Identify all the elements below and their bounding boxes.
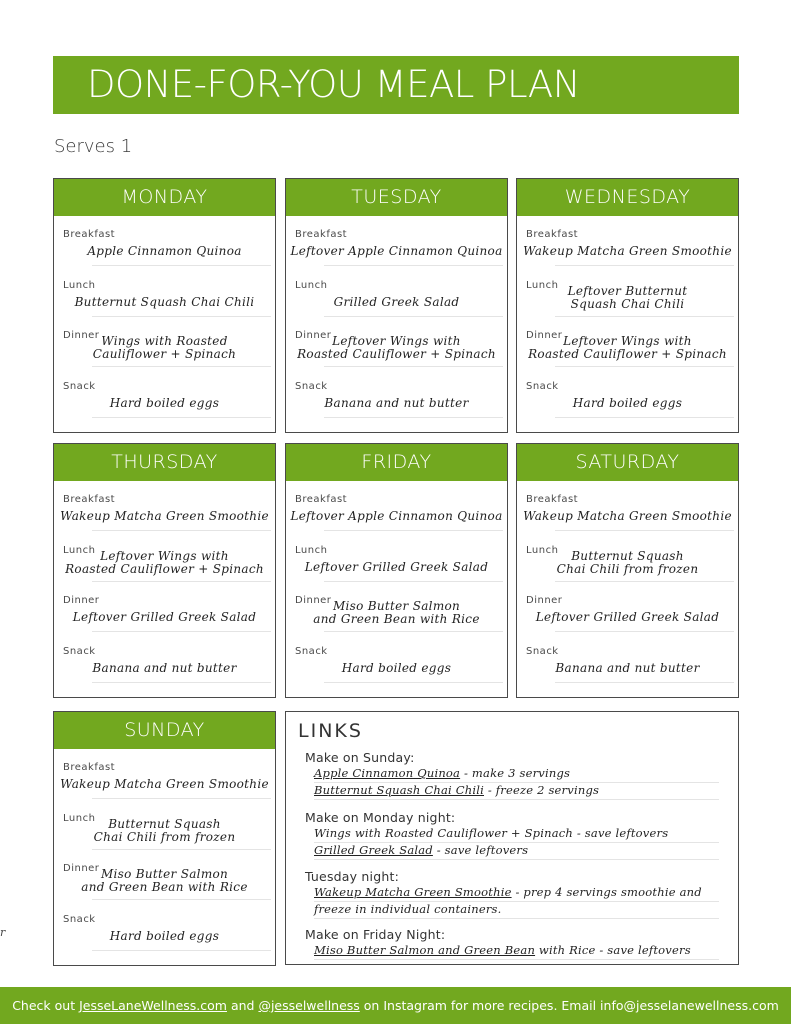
meal-label-snack: Snack xyxy=(526,381,559,392)
meal-text-snack: Hard boiled eggs xyxy=(109,929,220,943)
meal-text-lunch: Butternut Squash xyxy=(571,549,684,563)
meal-label-lunch: Lunch xyxy=(526,280,559,291)
links-line xyxy=(314,826,719,843)
meal-text-breakfast: Wakeup Matcha Green Smoothie xyxy=(523,244,732,258)
meal-label-lunch: Lunch xyxy=(63,545,96,556)
day-card-monday xyxy=(53,178,276,433)
meal-text-breakfast: Wakeup Matcha Green Smoothie xyxy=(60,777,269,791)
meal-row-breakfast xyxy=(54,229,275,281)
meal-text-lunch: Leftover Grilled Greek Salad xyxy=(304,560,489,574)
meal-text-dinner: Cauliflower + Spinach xyxy=(92,347,237,361)
meal-text-snack: Hard boiled eggs xyxy=(341,661,452,675)
meal-row-lunch xyxy=(54,280,275,332)
meal-text-breakfast: Apple Cinnamon Quinoa xyxy=(87,244,242,258)
meal-row-dinner xyxy=(517,595,738,647)
meal-divider xyxy=(92,530,271,531)
links-line xyxy=(314,843,719,860)
meal-label-dinner: Dinner xyxy=(526,330,563,341)
day-card-saturday xyxy=(516,443,739,698)
meal-label-lunch: Lunch xyxy=(63,813,96,824)
meal-text-lunch: Chai Chili from frozen xyxy=(556,562,699,576)
meal-divider xyxy=(324,631,503,632)
meal-row-lunch xyxy=(286,545,507,597)
meal-divider xyxy=(555,530,734,531)
meal-divider xyxy=(324,530,503,531)
meal-label-snack: Snack xyxy=(63,646,96,657)
meal-row-breakfast xyxy=(286,229,507,281)
day-header: TUESDAY xyxy=(286,179,507,216)
meal-label-breakfast: Breakfast xyxy=(63,229,116,240)
links-section-label: Tuesday night: xyxy=(305,869,399,884)
meal-row-snack xyxy=(54,914,275,966)
meal-text-snack: Banana and nut butter xyxy=(555,661,700,675)
meal-divider xyxy=(92,682,271,683)
meal-text-dinner: and Green Bean with Rice xyxy=(81,880,248,894)
recipe-link[interactable]: Wakeup Matcha Green Smoothie xyxy=(314,885,512,899)
links-line xyxy=(314,766,719,783)
meal-label-breakfast: Breakfast xyxy=(295,494,348,505)
meal-row-snack xyxy=(517,381,738,433)
meal-divider xyxy=(324,417,503,418)
meal-divider xyxy=(92,366,271,367)
meal-row-breakfast xyxy=(517,494,738,546)
meal-row-breakfast xyxy=(54,762,275,814)
meal-row-dinner xyxy=(286,595,507,647)
meal-text-dinner: Miso Butter Salmon xyxy=(100,867,229,881)
meal-row-breakfast xyxy=(54,494,275,546)
meal-text-snack: Hard boiled eggs xyxy=(572,396,683,410)
meal-row-snack xyxy=(517,646,738,698)
meal-label-snack: Snack xyxy=(526,646,559,657)
day-card-thursday xyxy=(53,443,276,698)
links-line-text: - save leftovers xyxy=(432,843,529,857)
links-line-text: with Rice - save leftovers xyxy=(535,943,691,957)
meal-row-dinner xyxy=(517,330,738,382)
links-section-label: Make on Sunday: xyxy=(305,750,415,765)
meal-label-dinner: Dinner xyxy=(63,330,100,341)
links-section-label: Make on Monday night: xyxy=(305,810,456,825)
meal-divider xyxy=(555,631,734,632)
meal-row-breakfast xyxy=(286,494,507,546)
day-header: SATURDAY xyxy=(517,444,738,481)
meal-label-dinner: Dinner xyxy=(295,595,332,606)
links-line-text: - make 3 servings xyxy=(460,766,571,780)
meal-text-breakfast: Wakeup Matcha Green Smoothie xyxy=(523,509,732,523)
meal-text-lunch: Leftover Butternut xyxy=(567,284,688,298)
meal-label-dinner: Dinner xyxy=(526,595,563,606)
meal-text-lunch: Roasted Cauliflower + Spinach xyxy=(65,562,264,576)
meal-divider xyxy=(92,899,271,900)
meal-text-dinner: Roasted Cauliflower + Spinach xyxy=(528,347,727,361)
recipe-link[interactable]: Apple Cinnamon Quinoa xyxy=(314,766,461,780)
footer xyxy=(0,987,791,1024)
day-card-tuesday xyxy=(285,178,508,433)
meal-text-breakfast: Leftover Apple Cinnamon Quinoa xyxy=(290,509,503,523)
meal-divider xyxy=(92,631,271,632)
meal-text-lunch: Squash Chai Chili xyxy=(570,297,685,311)
meal-divider xyxy=(555,366,734,367)
meal-text-dinner: Wings with Roasted xyxy=(101,334,228,348)
serves-label: Serves 1 xyxy=(54,136,133,157)
footer-instagram-link[interactable]: @jesselwellness xyxy=(258,998,360,1013)
meal-divider xyxy=(92,417,271,418)
meal-text-breakfast: Wakeup Matcha Green Smoothie xyxy=(60,509,269,523)
links-line xyxy=(314,902,719,919)
links-line xyxy=(314,943,719,960)
meal-row-dinner xyxy=(286,330,507,382)
meal-divider xyxy=(555,265,734,266)
meal-divider xyxy=(555,417,734,418)
meal-row-lunch xyxy=(54,545,275,597)
meal-text-lunch: Butternut Squash xyxy=(108,817,221,831)
day-header: THURSDAY xyxy=(54,444,275,481)
meal-divider xyxy=(92,581,271,582)
meal-row-snack xyxy=(54,381,275,433)
meal-divider xyxy=(92,265,271,266)
meal-label-breakfast: Breakfast xyxy=(295,229,348,240)
meal-label-breakfast: Breakfast xyxy=(526,229,579,240)
links-title: LINKS xyxy=(298,720,363,742)
meal-row-dinner xyxy=(54,595,275,647)
meal-row-snack xyxy=(54,646,275,698)
day-header: SUNDAY xyxy=(54,712,275,749)
links-section-label: Make on Friday Night: xyxy=(305,927,446,942)
meal-text-snack: Banana and nut butter xyxy=(92,661,237,675)
meal-label-snack: Snack xyxy=(63,914,96,925)
meal-divider xyxy=(92,798,271,799)
meal-divider xyxy=(324,682,503,683)
meal-row-breakfast xyxy=(517,229,738,281)
footer-prefix: Check out xyxy=(12,998,80,1013)
meal-row-dinner xyxy=(54,863,275,915)
meal-row-lunch xyxy=(54,813,275,865)
day-card-friday xyxy=(285,443,508,698)
meal-label-breakfast: Breakfast xyxy=(526,494,579,505)
meal-text-lunch: Leftover Wings with xyxy=(100,549,229,563)
meal-row-lunch xyxy=(286,280,507,332)
meal-divider xyxy=(92,950,271,951)
meal-divider xyxy=(555,682,734,683)
footer-middle: and xyxy=(226,998,259,1013)
meal-text-dinner: Leftover Wings with xyxy=(563,334,692,348)
meal-text-snack: Banana and nut butter xyxy=(324,396,469,410)
day-header: WEDNESDAY xyxy=(517,179,738,216)
meal-row-snack xyxy=(286,381,507,433)
meal-label-breakfast: Breakfast xyxy=(63,762,116,773)
meal-divider xyxy=(555,316,734,317)
recipe-link[interactable]: Miso Butter Salmon and Green Bean xyxy=(314,943,536,957)
meal-divider xyxy=(324,316,503,317)
page-title: DONE-FOR-YOU MEAL PLAN xyxy=(53,56,739,114)
meal-row-lunch xyxy=(517,280,738,332)
meal-text-dinner: Miso Butter Salmon xyxy=(332,599,461,613)
meal-text-lunch: Butternut Squash Chai Chili xyxy=(74,295,255,309)
meal-label-dinner: Dinner xyxy=(295,330,332,341)
meal-label-lunch: Lunch xyxy=(295,545,328,556)
links-line xyxy=(314,783,719,800)
stray-mark: r xyxy=(0,926,6,939)
meal-text-dinner: Leftover Grilled Greek Salad xyxy=(72,610,257,624)
meal-label-lunch: Lunch xyxy=(295,280,328,291)
day-card-wednesday xyxy=(516,178,739,433)
links-card xyxy=(285,711,739,965)
recipe-link[interactable]: Butternut Squash Chai Chili xyxy=(314,783,484,797)
meal-label-snack: Snack xyxy=(295,646,328,657)
day-header: FRIDAY xyxy=(286,444,507,481)
meal-text-dinner: and Green Bean with Rice xyxy=(313,612,480,626)
meal-row-dinner xyxy=(54,330,275,382)
meal-row-lunch xyxy=(517,545,738,597)
day-header: MONDAY xyxy=(54,179,275,216)
meal-text-snack: Hard boiled eggs xyxy=(109,396,220,410)
meal-text-dinner: Leftover Grilled Greek Salad xyxy=(535,610,720,624)
links-line-text: - freeze 2 servings xyxy=(484,783,600,797)
meal-label-snack: Snack xyxy=(63,381,96,392)
recipe-link[interactable]: Grilled Greek Salad xyxy=(314,843,433,857)
links-line-text: freeze in individual containers. xyxy=(314,902,502,916)
meal-text-dinner: Leftover Wings with xyxy=(332,334,461,348)
links-line-text: - prep 4 servings smoothie and xyxy=(511,885,702,899)
meal-text-dinner: Roasted Cauliflower + Spinach xyxy=(297,347,496,361)
meal-label-lunch: Lunch xyxy=(526,545,559,556)
meal-divider xyxy=(555,581,734,582)
day-card-sunday xyxy=(53,711,276,966)
meal-divider xyxy=(92,316,271,317)
links-line-text: Wings with Roasted Cauliflower + Spinach - save leftovers xyxy=(314,826,669,840)
meal-divider xyxy=(324,366,503,367)
footer-site-link[interactable]: JesseLaneWellness.com xyxy=(79,998,227,1013)
meal-divider xyxy=(324,265,503,266)
meal-label-snack: Snack xyxy=(295,381,328,392)
meal-text-breakfast: Leftover Apple Cinnamon Quinoa xyxy=(290,244,503,258)
meal-divider xyxy=(324,581,503,582)
meal-text-lunch: Grilled Greek Salad xyxy=(333,295,460,309)
meal-divider xyxy=(92,849,271,850)
footer-suffix: on Instagram for more recipes. Email info@jesselanewellness.com xyxy=(359,998,779,1013)
meal-label-lunch: Lunch xyxy=(63,280,96,291)
meal-row-snack xyxy=(286,646,507,698)
meal-label-dinner: Dinner xyxy=(63,863,100,874)
meal-label-dinner: Dinner xyxy=(63,595,100,606)
links-line xyxy=(314,885,719,902)
meal-label-breakfast: Breakfast xyxy=(63,494,116,505)
meal-text-lunch: Chai Chili from frozen xyxy=(93,830,236,844)
